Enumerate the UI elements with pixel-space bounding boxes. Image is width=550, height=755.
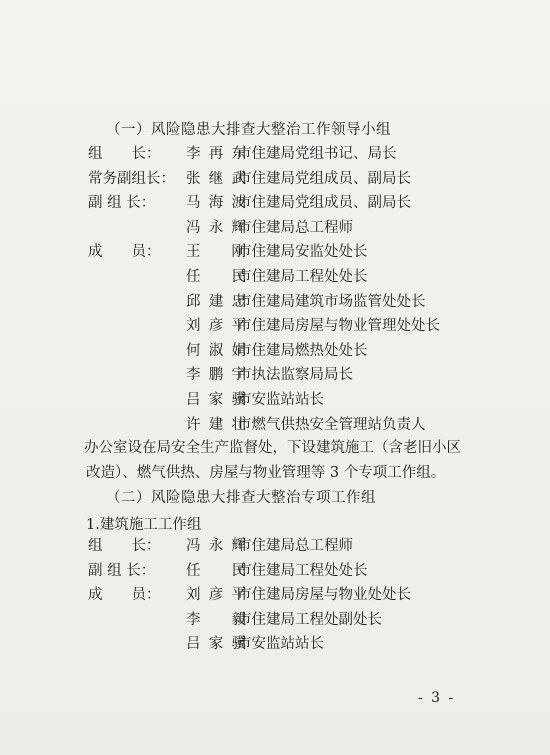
member-name: 刘彦平 xyxy=(186,587,246,603)
section-2-title: （二）风险隐患大排查大整治专项工作组 xyxy=(106,490,376,506)
member-name: 任 民 xyxy=(186,562,246,579)
member-duty: 市住建局房屋与物业管理处处长 xyxy=(237,318,440,335)
member-row xyxy=(88,217,448,239)
section-1-title: （一）风险隐患大排查大整治工作领导小组 xyxy=(106,122,391,138)
member-row xyxy=(88,340,448,362)
member-row xyxy=(88,633,448,655)
member-name: 李再东 xyxy=(186,146,246,162)
member-role: 常务副组长： xyxy=(88,170,175,187)
member-role: 副 组 长： xyxy=(88,562,156,579)
member-name: 邱建忠 xyxy=(186,293,246,310)
member-name: 张继武 xyxy=(186,170,246,187)
member-duty: 市住建局建筑市场监管处处长 xyxy=(237,293,426,310)
member-role: 成 员： xyxy=(88,587,161,603)
member-duty: 市住建局工程处处长 xyxy=(237,562,368,579)
member-row xyxy=(88,241,448,263)
member-duty: 市燃气供热安全管理站负责人 xyxy=(237,416,426,433)
member-name: 李 毅 xyxy=(186,611,246,628)
member-row xyxy=(88,535,448,557)
subsection-1-title: 1.建筑施工工作组 xyxy=(86,517,202,533)
page-number: - 3 - xyxy=(418,690,456,706)
office-paragraph: 办公室设在局安全生产监督处，下设建筑施工（含老旧小区改造）、燃气供热、房屋与物业管理等 3 个专项工作组。 xyxy=(84,440,461,481)
member-row xyxy=(88,315,448,337)
member-role: 组 长： xyxy=(88,146,161,162)
member-name: 吕家骥 xyxy=(186,636,246,652)
member-role: 副 组 长： xyxy=(88,195,156,212)
member-duty: 市住建局工程处处长 xyxy=(237,269,368,285)
member-row xyxy=(88,291,448,313)
member-row xyxy=(88,389,448,411)
member-row xyxy=(88,192,448,214)
member-name: 王 刚 xyxy=(186,244,246,261)
member-row xyxy=(88,560,448,582)
member-name: 何淑娟 xyxy=(186,342,246,359)
member-row xyxy=(88,168,448,190)
member-duty: 市安监站站长 xyxy=(237,636,324,652)
member-row xyxy=(88,609,448,631)
member-name: 马海波 xyxy=(186,195,246,212)
member-row xyxy=(88,143,448,165)
member-row xyxy=(88,266,448,288)
member-duty: 市住建局总工程师 xyxy=(237,538,353,554)
member-name: 冯永辉 xyxy=(186,219,246,236)
member-role: 成 员： xyxy=(88,244,161,261)
member-name: 吕家骥 xyxy=(186,392,246,408)
member-duty: 市住建局房屋与物业处处长 xyxy=(237,587,411,603)
member-row xyxy=(88,414,448,436)
member-duty: 市住建局党组书记、局长 xyxy=(237,146,397,162)
member-duty: 市安监站站长 xyxy=(237,392,324,408)
member-name: 李鹏宇 xyxy=(186,367,246,384)
member-name: 许建壮 xyxy=(186,416,246,433)
member-duty: 市执法监察局局长 xyxy=(237,367,353,384)
member-duty: 市住建局党组成员、副局长 xyxy=(237,195,411,212)
member-duty: 市住建局燃热处处长 xyxy=(237,342,368,359)
member-duty: 市住建局党组成员、副局长 xyxy=(237,170,411,187)
member-role: 组 长： xyxy=(88,538,161,554)
member-name: 任 民 xyxy=(186,269,246,285)
member-name: 刘彦平 xyxy=(186,318,246,335)
member-name: 冯永辉 xyxy=(186,538,246,554)
member-duty: 市住建局总工程师 xyxy=(237,219,353,236)
member-duty: 市住建局工程处副处长 xyxy=(237,611,382,628)
member-row xyxy=(88,364,448,386)
member-row xyxy=(88,584,448,606)
member-duty: 市住建局安监处处长 xyxy=(237,244,368,261)
